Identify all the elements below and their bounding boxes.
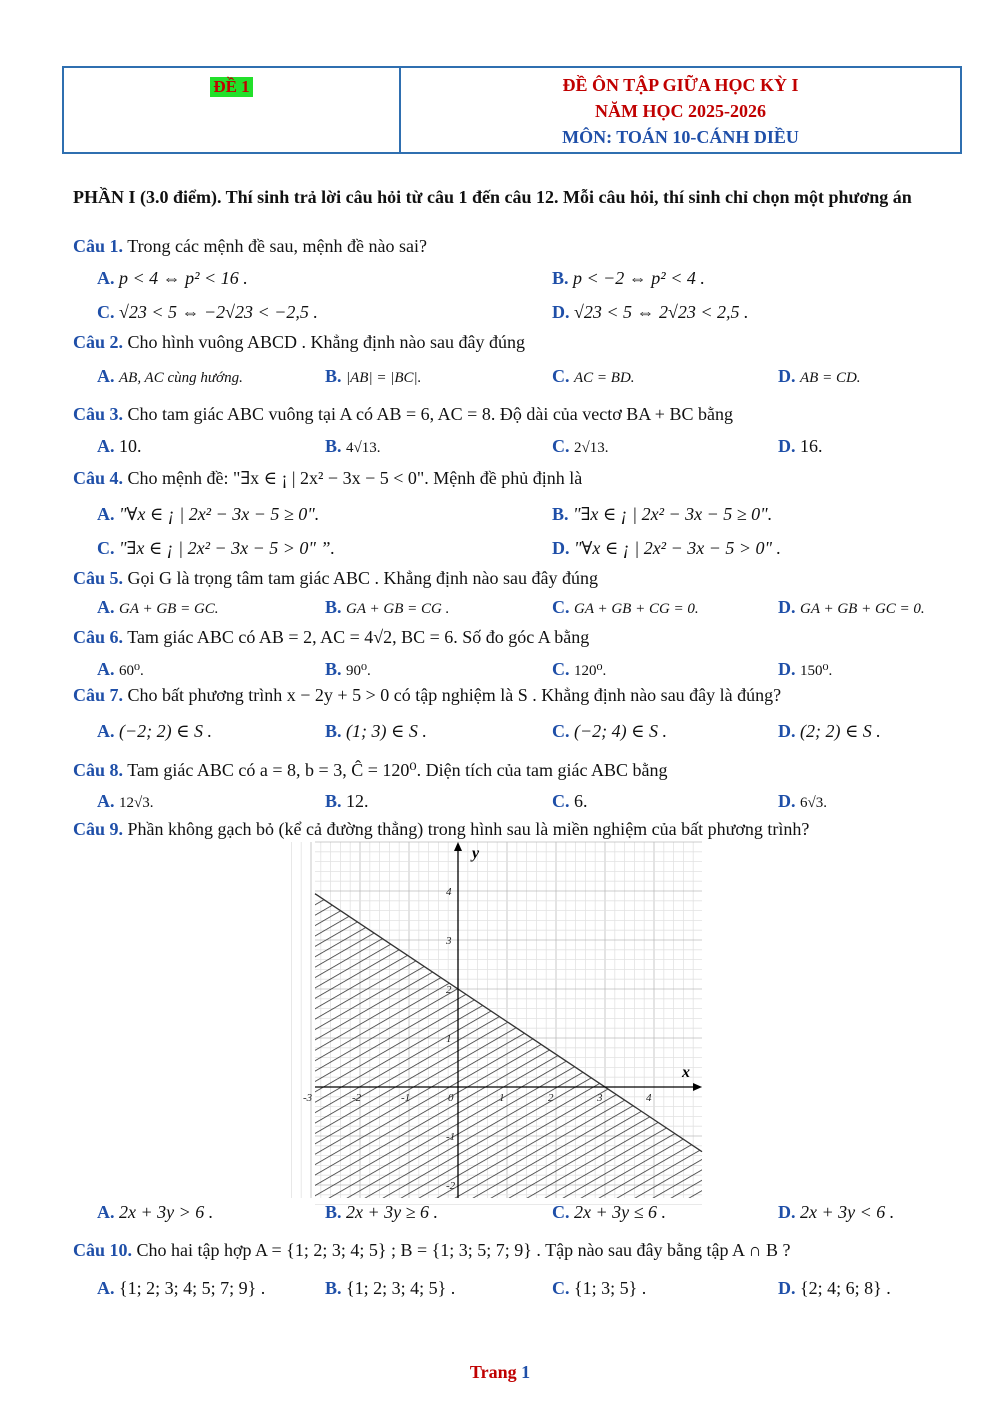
q6-option-b[interactable]: B. 90⁰. [325, 659, 371, 679]
q1-option-a[interactable]: A. p < 4 ⇔ p² < 16 . [97, 268, 248, 288]
question-2: Câu 2. Cho hình vuông ABCD . Khẳng định nào sau đây đúng [73, 332, 526, 352]
q1-option-c[interactable]: C. √23 < 5 ⇔ −2√23 < −2,5 . [97, 302, 318, 322]
q4-option-a[interactable]: A. "∀x ∈ ¡ | 2x² − 3x − 5 ≥ 0". [97, 504, 320, 524]
exam-title: ĐỀ ÔN TẬP GIỮA HỌC KỲ I [562, 75, 799, 95]
school-year: NĂM HỌC 2025-2026 [595, 101, 766, 121]
inequality-graph [303, 842, 702, 1198]
exam-code: ĐỀ 1 [210, 77, 252, 97]
q5-option-a[interactable]: A. GA + GB = GC. [97, 597, 219, 617]
y-tick-label: 4 [446, 886, 452, 898]
q2-option-d[interactable]: D. AB = CD. [778, 366, 861, 386]
question-label: Câu 1. [73, 236, 124, 256]
q8-option-c[interactable]: C. 6. [552, 791, 588, 811]
q5-option-c[interactable]: C. GA + GB + CG = 0. [552, 597, 699, 617]
y-tick-label: -2 [446, 1180, 456, 1192]
x-tick-label: -1 [401, 1092, 411, 1104]
q3-option-a[interactable]: A. 10. [97, 436, 142, 456]
q2-option-c[interactable]: C. AC = BD. [552, 366, 635, 386]
q2-option-b[interactable]: B. |AB| = |BC|. [325, 366, 422, 386]
y-axis-label: y [472, 845, 480, 862]
question-4: Câu 4. Cho mệnh đề: "∃x ∈ ¡ | 2x² − 3x − 5 < 0". Mệnh đề phủ định là [73, 468, 583, 488]
question-text: Trong các mệnh đề sau, mệnh đề nào sai? [127, 236, 427, 256]
q7-option-b[interactable]: B. (1; 3) ∈ S . [325, 721, 427, 741]
question-1 [73, 236, 427, 257]
q6-option-d[interactable]: D. 150⁰. [778, 659, 833, 679]
q10-option-d[interactable]: D. {2; 4; 6; 8} . [778, 1278, 891, 1298]
subject: MÔN: TOÁN 10-CÁNH DIỀU [562, 127, 799, 147]
x-tick-label: 3 [597, 1092, 603, 1104]
q4-option-d[interactable]: D. "∀x ∈ ¡ | 2x² − 3x − 5 > 0" . [552, 538, 782, 558]
q10-option-b[interactable]: B. {1; 2; 3; 4; 5} . [325, 1278, 456, 1298]
question-9: Câu 9. Phần không gạch bỏ (kể cả đường thẳng) trong hình sau là miền nghiệm của bất phương trình? [73, 819, 810, 839]
x-tick-label: 4 [646, 1092, 652, 1104]
q1-option-d[interactable]: D. √23 < 5 ⇔ 2√23 < 2,5 . [552, 302, 749, 322]
q10-option-c[interactable]: C. {1; 3; 5} . [552, 1278, 647, 1298]
q10-option-a[interactable]: A. {1; 2; 3; 4; 5; 7; 9} . [97, 1278, 266, 1298]
q9-option-d[interactable]: D. 2x + 3y < 6 . [778, 1202, 895, 1222]
q3-option-d[interactable]: D. 16. [778, 436, 823, 456]
page-number: 1 [521, 1362, 531, 1382]
q3-option-b[interactable]: B. 4√13. [325, 436, 381, 456]
page-word: Trang [469, 1362, 517, 1382]
x-axis-label: x [682, 1064, 690, 1081]
q5-option-d[interactable]: D. GA + GB + GC = 0. [778, 597, 925, 617]
y-tick-label: 3 [446, 935, 452, 947]
q4-option-b[interactable]: B. "∃x ∈ ¡ | 2x² − 3x − 5 ≥ 0". [552, 504, 773, 524]
q7-option-d[interactable]: D. (2; 2) ∈ S . [778, 721, 881, 741]
q6-option-c[interactable]: C. 120⁰. [552, 659, 607, 679]
x-tick-label: 2 [548, 1092, 554, 1104]
q4-option-c[interactable]: C. "∃x ∈ ¡ | 2x² − 3x − 5 > 0" ”. [97, 538, 335, 558]
q9-option-c[interactable]: C. 2x + 3y ≤ 6 . [552, 1202, 667, 1222]
question-6: Câu 6. Tam giác ABC có AB = 2, AC = 4√2, BC = 6. Số đo góc A bằng [73, 627, 590, 647]
q7-option-a[interactable]: A. (−2; 2) ∈ S . [97, 721, 212, 741]
q9-option-a[interactable]: A. 2x + 3y > 6 . [97, 1202, 214, 1222]
y-tick-label: 2 [446, 984, 452, 996]
y-tick-label: 1 [446, 1033, 452, 1045]
x-tick-label: 1 [499, 1092, 505, 1104]
x-axis-arrow [693, 1083, 702, 1091]
exam-title-cell [401, 68, 960, 152]
question-10: Câu 10. Cho hai tập hợp A = {1; 2; 3; 4; 5} ; B = {1; 3; 5; 7; 9} . Tập nào sau đây bằng tập A ∩ B ? [73, 1240, 791, 1260]
x-tick-label: -3 [303, 1092, 313, 1104]
q5-option-b[interactable]: B. GA + GB = CG . [325, 597, 450, 617]
q7-option-c[interactable]: C. (−2; 4) ∈ S . [552, 721, 667, 741]
q8-option-d[interactable]: D. 6√3. [778, 791, 827, 811]
q1-option-b[interactable]: B. p < −2 ⇔ p² < 4 . [552, 268, 705, 288]
page-footer [0, 1362, 1000, 1383]
x-tick-label: 0 [448, 1092, 454, 1104]
q8-option-b[interactable]: B. 12. [325, 791, 369, 811]
q6-option-a[interactable]: A. 60⁰. [97, 659, 144, 679]
y-axis-arrow [454, 842, 462, 851]
question-7: Câu 7. Cho bất phương trình x − 2y + 5 > 0 có tập nghiệm là S . Khẳng định nào sau đây là đúng? [73, 685, 782, 705]
question-8: Câu 8. Tam giác ABC có a = 8, b = 3, Ĉ = 120⁰. Diện tích của tam giác ABC bằng [73, 760, 668, 780]
q2-option-a[interactable]: A. AB, AC cùng hướng. [97, 366, 243, 386]
question-3: Câu 3. Cho tam giác ABC vuông tại A có AB = 6, AC = 8. Độ dài của vectơ BA + BC bằng [73, 404, 733, 424]
exam-header [62, 66, 962, 154]
q8-option-a[interactable]: A. 12√3. [97, 791, 154, 811]
exam-code-cell [64, 68, 401, 152]
q3-option-c[interactable]: C. 2√13. [552, 436, 609, 456]
question-5: Câu 5. Gọi G là trọng tâm tam giác ABC . Khẳng định nào sau đây đúng [73, 568, 598, 588]
y-tick-label: -1 [446, 1131, 456, 1143]
q9-option-b[interactable]: B. 2x + 3y ≥ 6 . [325, 1202, 439, 1222]
part1-intro: PHẦN I (3.0 điểm). Thí sinh trả lời câu hỏi từ câu 1 đến câu 12. Mỗi câu hỏi, thí sinh chỉ chọn một phương án [73, 187, 912, 207]
x-tick-label: -2 [352, 1092, 362, 1104]
